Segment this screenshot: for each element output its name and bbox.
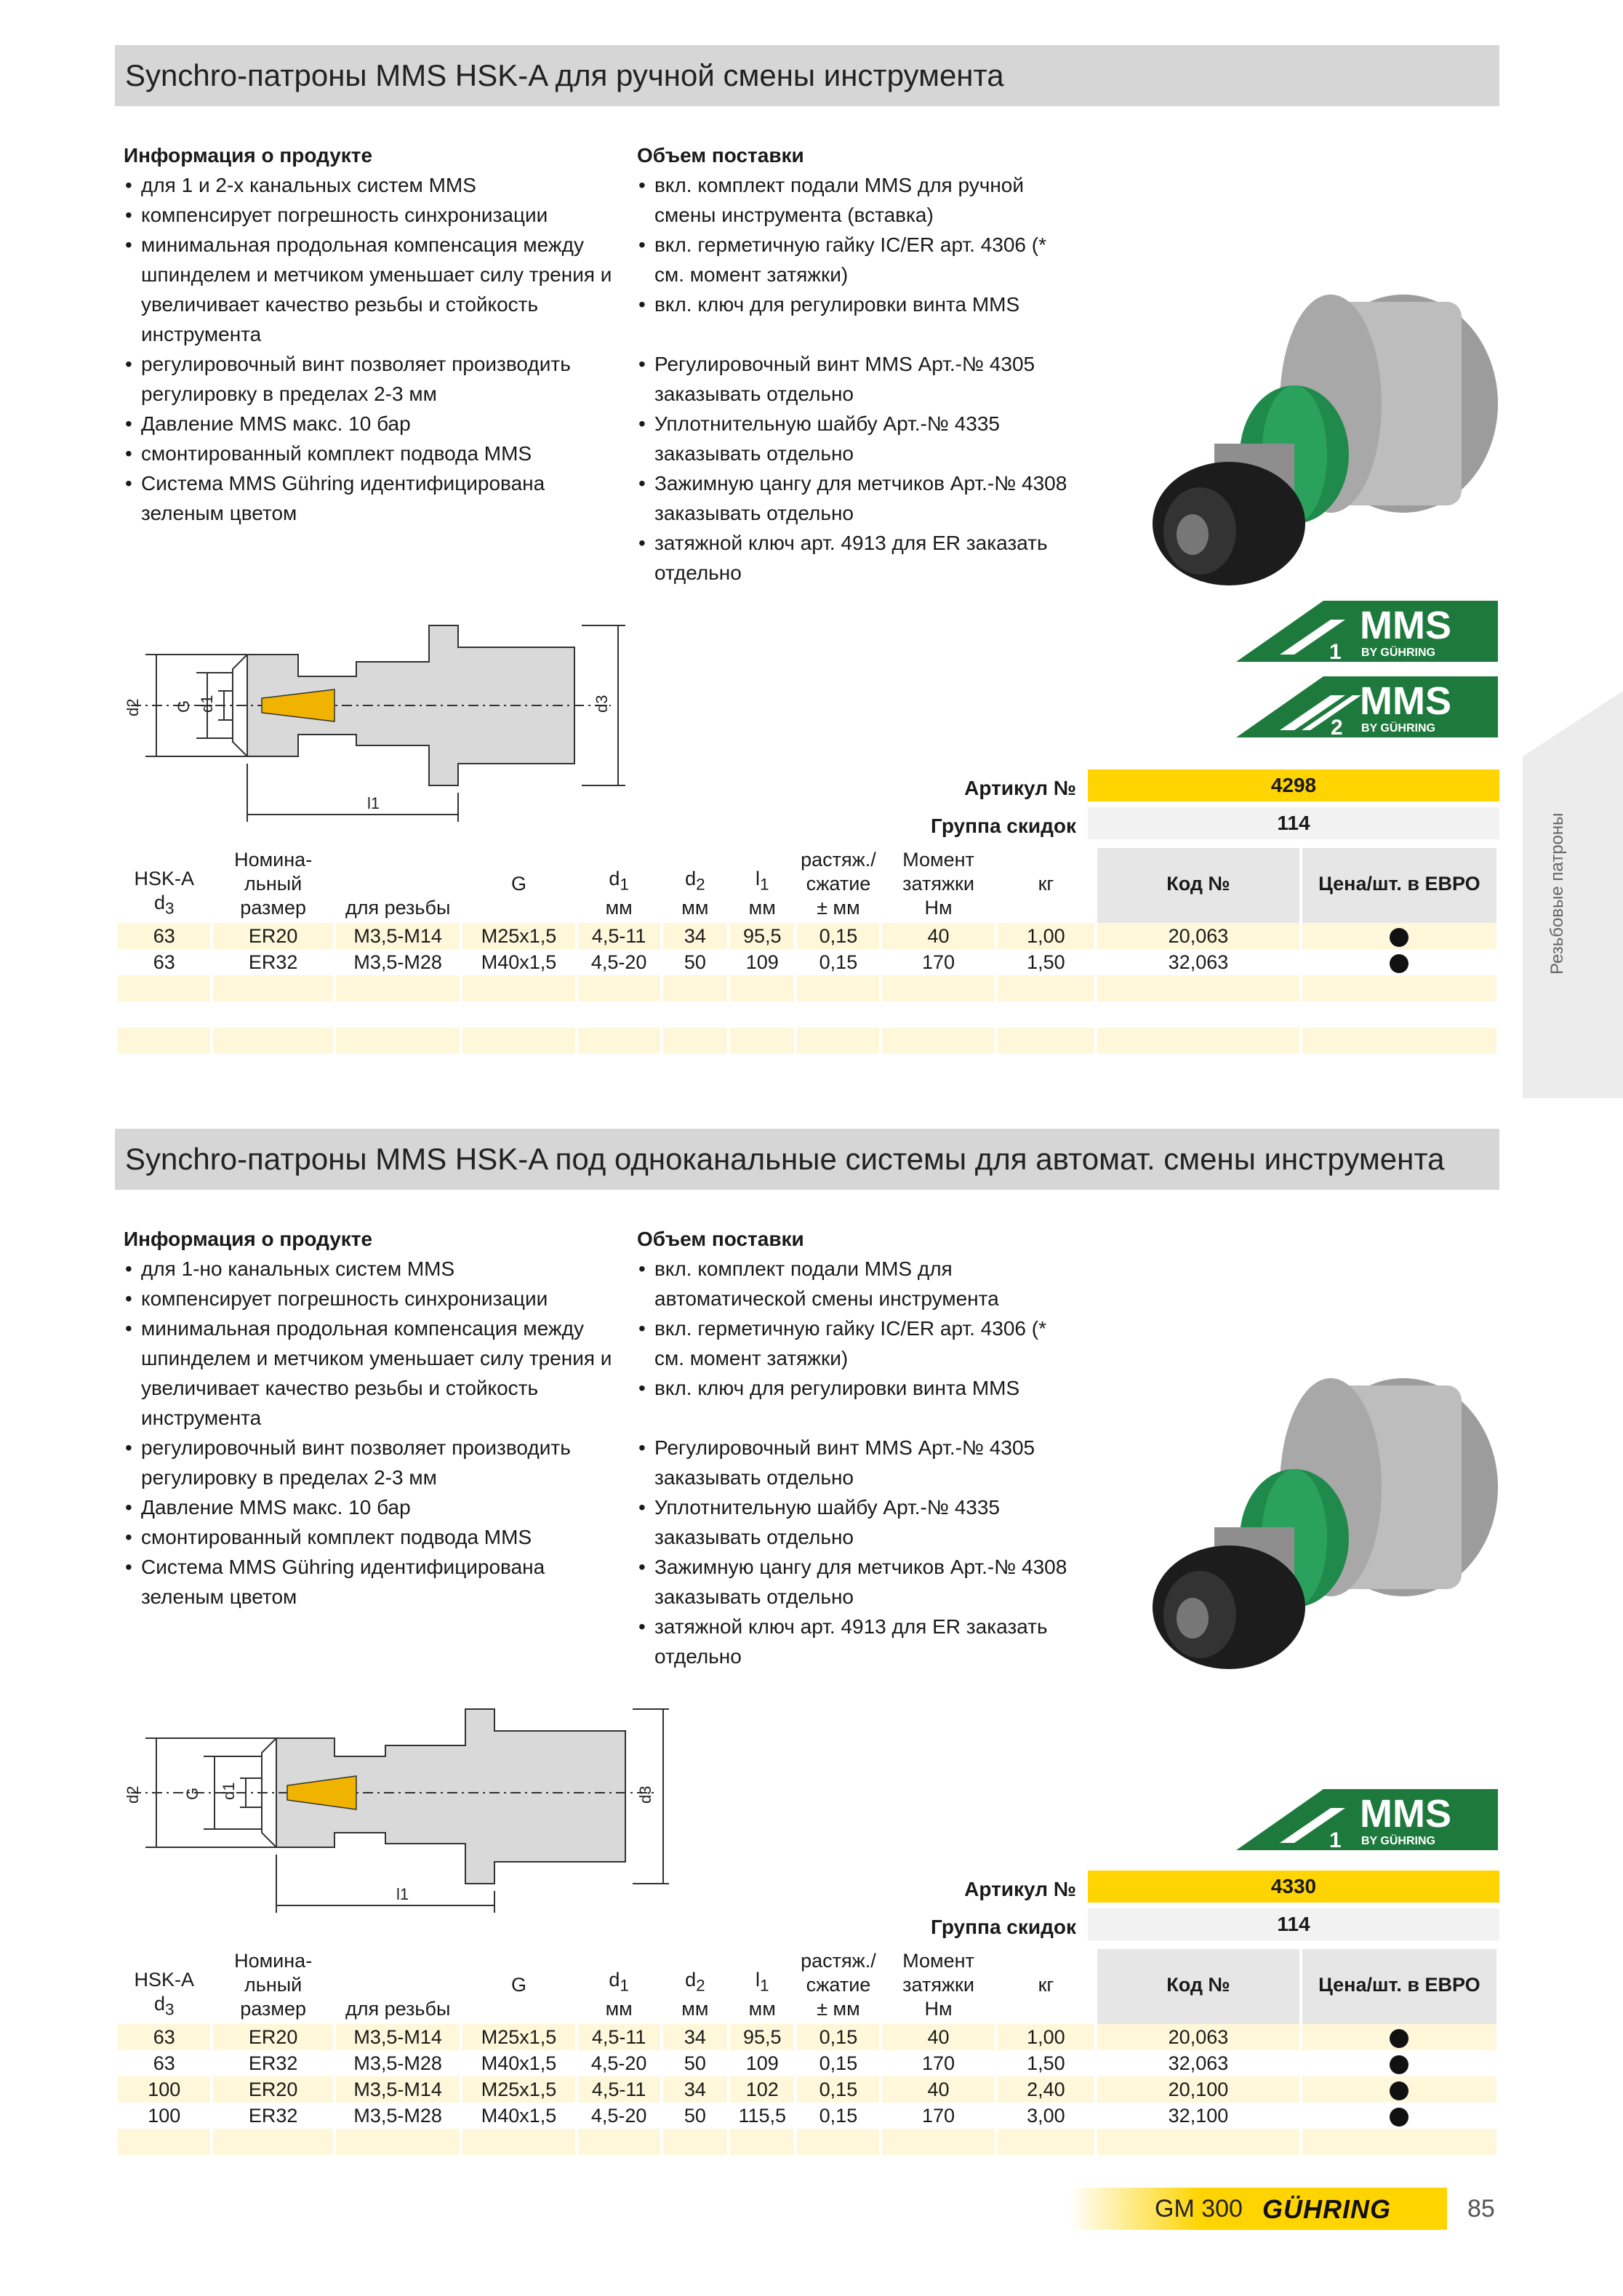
cell-thread: M3,5-M28 <box>336 2050 460 2076</box>
table-header-row <box>118 848 1496 923</box>
product-info <box>124 1224 618 1612</box>
brand-logo: GÜHRING <box>1262 2194 1391 2224</box>
info-item: • минимальная продольная компенсация между шпинделем и метчиком уменьшает силу трения и увеличивает качество резьбы и стойкость инструмента <box>124 1313 618 1433</box>
cell-kg: 1,00 <box>998 2024 1095 2050</box>
info-item: • смонтированный комплект подвода MMS <box>124 439 618 468</box>
dim-d3: d3 <box>593 695 611 713</box>
cell-size: ER20 <box>213 2024 332 2050</box>
discount-group-label: Группа скидок <box>931 1916 1076 1938</box>
table-header-row <box>118 1949 1496 2024</box>
mms-badge-sub: BY GÜHRING <box>1361 722 1435 735</box>
supply-item: • затяжной ключ арт. 4913 для ER заказать отдельно <box>637 1612 1073 1671</box>
col-price: Цена/шт. в ЕВРО <box>1302 848 1496 923</box>
mms-1-badge <box>1236 601 1498 662</box>
cell-compensation: 0,15 <box>797 2050 879 2076</box>
cell-l1: 109 <box>730 2050 794 2076</box>
supply-item: • Зажимную цангу для метчиков Арт.-№ 4308 заказывать отдельно <box>637 468 1073 528</box>
cell-l1: 102 <box>730 2076 794 2103</box>
cell-size: ER20 <box>213 923 332 949</box>
cell-torque: 170 <box>882 2050 994 2076</box>
col-code: Код № <box>1097 848 1299 923</box>
table-row <box>118 923 1496 949</box>
availability-dot-icon <box>1390 928 1408 947</box>
cell-d2: 50 <box>663 2103 727 2129</box>
cell-hsk: 63 <box>118 2024 210 2050</box>
cell-g: M25x1,5 <box>462 2024 574 2050</box>
mms-1-badge <box>1236 1789 1498 1850</box>
cell-d1: 4,5-11 <box>578 2076 660 2103</box>
cell-torque: 170 <box>882 949 994 975</box>
col-price: Цена/шт. в ЕВРО <box>1302 1949 1496 2024</box>
cell-code: 20,063 <box>1097 2024 1299 2050</box>
availability-dot-icon <box>1390 2081 1408 2100</box>
table-row <box>118 2024 1496 2050</box>
mms-2-badge <box>1236 676 1498 737</box>
product-info-title: Информация о продукте <box>124 144 373 167</box>
cell-g: M40x1,5 <box>462 949 574 975</box>
col-hsk: HSK-A $d_3$ <box>134 867 194 917</box>
mms-badge-text: MMS <box>1360 1792 1451 1836</box>
dim-d1: d1 <box>220 1782 238 1800</box>
cell-torque: 40 <box>882 923 994 949</box>
mms-badge-sub: BY GÜHRING <box>1361 647 1435 659</box>
mms-badge-num: 1 <box>1329 640 1342 662</box>
table-row-empty <box>118 1001 1496 1028</box>
discount-group-value: 114 <box>1088 807 1499 839</box>
cell-thread: M3,5-M28 <box>336 949 460 975</box>
col-kg: кг <box>1038 873 1054 895</box>
cell-compensation: 0,15 <box>797 949 879 975</box>
table-row-empty <box>118 2129 1496 2155</box>
table-row <box>118 2103 1496 2129</box>
mms-badge-num: 1 <box>1329 1828 1342 1850</box>
table-row <box>118 2050 1496 2076</box>
info-item: • Давление MMS макс. 10 бар <box>124 409 618 439</box>
spec-table <box>115 848 1499 1054</box>
dim-d1: d1 <box>198 695 216 713</box>
cell-d1: 4,5-20 <box>578 2103 660 2129</box>
dim-g: G <box>183 1787 201 1800</box>
chuck-product-photo <box>1113 1375 1520 1680</box>
cell-price <box>1302 2050 1496 2076</box>
cell-d1: 4,5-20 <box>578 2050 660 2076</box>
cell-thread: M3,5-M28 <box>336 2103 460 2129</box>
cell-price <box>1302 949 1496 975</box>
cell-hsk: 63 <box>118 923 210 949</box>
cell-thread: M3,5-M14 <box>336 923 460 949</box>
cell-compensation: 0,15 <box>797 2103 879 2129</box>
cell-code: 20,100 <box>1097 2076 1299 2103</box>
cell-l1: 95,5 <box>730 923 794 949</box>
supply-item: • вкл. герметичную гайку IC/ER арт. 4306 (* см. момент затяжки) <box>637 1313 1073 1373</box>
info-item: • минимальная продольная компенсация между шпинделем и метчиком уменьшает силу трения и увеличивает качество резьбы и стойкость инструмента <box>124 230 618 349</box>
supply-title: Объем поставки <box>637 144 804 167</box>
cell-g: M40x1,5 <box>462 2050 574 2076</box>
cell-kg: 3,00 <box>998 2103 1095 2129</box>
dim-d2: d2 <box>124 1785 142 1804</box>
section-title: Synchro-патроны MMS HSK-A для ручной смены инструмента <box>115 45 1499 106</box>
cell-torque: 40 <box>882 2076 994 2103</box>
col-size: Номина- льный размер <box>234 849 313 919</box>
col-compensation: растяж./ сжатие ± мм <box>801 849 876 919</box>
table-row <box>118 2076 1496 2103</box>
cell-code: 32,063 <box>1097 2050 1299 2076</box>
col-hsk: HSK-A $d_3$ <box>134 1968 194 2018</box>
cell-price <box>1302 2024 1496 2050</box>
cell-l1: 95,5 <box>730 2024 794 2050</box>
technical-drawing <box>116 1695 684 1927</box>
mms-badge-text: MMS <box>1360 604 1451 647</box>
cell-d1: 4,5-20 <box>578 949 660 975</box>
dim-g: G <box>175 700 193 713</box>
col-d1: $d_1$ мм <box>605 1968 633 2020</box>
cell-hsk: 63 <box>118 2050 210 2076</box>
availability-dot-icon <box>1390 954 1408 973</box>
dim-l1: l1 <box>396 1885 409 1903</box>
cell-size: ER32 <box>213 949 332 975</box>
cell-compensation: 0,15 <box>797 923 879 949</box>
cell-d1: 4,5-11 <box>578 2024 660 2050</box>
cell-hsk: 100 <box>118 2103 210 2129</box>
chuck-product-photo <box>1113 291 1520 596</box>
dim-d3: d3 <box>636 1785 654 1804</box>
cell-d2: 34 <box>663 2024 727 2050</box>
cell-l1: 109 <box>730 949 794 975</box>
cell-g: M40x1,5 <box>462 2103 574 2129</box>
availability-dot-icon <box>1390 2108 1408 2127</box>
article-label: Артикул № <box>964 1878 1076 1900</box>
info-item: • Давление MMS макс. 10 бар <box>124 1492 618 1522</box>
cell-size: ER32 <box>213 2103 332 2129</box>
info-item: • регулировочный винт позволяет производить регулировку в пределах 2-3 мм <box>124 1433 618 1492</box>
availability-dot-icon <box>1390 2055 1408 2074</box>
dim-l1: l1 <box>367 794 380 812</box>
cell-kg: 1,50 <box>998 2050 1095 2076</box>
cell-code: 20,063 <box>1097 923 1299 949</box>
article-label: Артикул № <box>964 777 1076 799</box>
supply-item: • вкл. ключ для регулировки винта MMS <box>637 1373 1073 1403</box>
col-code: Код № <box>1097 1949 1299 2024</box>
col-torque: Момент затяжки Нм <box>902 1950 974 2020</box>
cell-thread: M3,5-M14 <box>336 2076 460 2103</box>
cell-code: 32,100 <box>1097 2103 1299 2129</box>
spec-table <box>115 1949 1499 2155</box>
supply-item: • Уплотнительную шайбу Арт.-№ 4335 заказывать отдельно <box>637 409 1073 468</box>
cell-hsk: 100 <box>118 2076 210 2103</box>
supply-item: • Регулировочный винт MMS Арт.-№ 4305 заказывать отдельно <box>637 1433 1073 1492</box>
cell-l1: 115,5 <box>730 2103 794 2129</box>
supply-item: • вкл. герметичную гайку IC/ER арт. 4306 (* см. момент затяжки) <box>637 230 1073 289</box>
dim-d2: d2 <box>124 698 142 716</box>
col-g: G <box>511 873 527 895</box>
cell-kg: 1,50 <box>998 949 1095 975</box>
cell-d2: 34 <box>663 2076 727 2103</box>
supply-item: • затяжной ключ арт. 4913 для ER заказать отдельно <box>637 528 1073 588</box>
cell-size: ER20 <box>213 2076 332 2103</box>
cell-code: 32,063 <box>1097 949 1299 975</box>
cell-kg: 2,40 <box>998 2076 1095 2103</box>
supply-item: • Регулировочный винт MMS Арт.-№ 4305 заказывать отдельно <box>637 349 1073 409</box>
cell-price <box>1302 923 1496 949</box>
info-item: • регулировочный винт позволяет производить регулировку в пределах 2-3 мм <box>124 349 618 409</box>
table-row-empty <box>118 975 1496 1001</box>
col-compensation: растяж./ сжатие ± мм <box>801 1950 876 2020</box>
col-l1: $l_1$ мм <box>748 1968 776 2020</box>
cell-torque: 170 <box>882 2103 994 2129</box>
cell-g: M25x1,5 <box>462 923 574 949</box>
col-d2: $d_2$ мм <box>681 867 709 919</box>
info-item: • компенсирует погрешность синхронизации <box>124 1284 618 1313</box>
cell-d2: 50 <box>663 949 727 975</box>
side-tab-label: Резьбовые патроны <box>1547 812 1567 975</box>
supply-item: • Уплотнительную шайбу Арт.-№ 4335 заказывать отдельно <box>637 1492 1073 1552</box>
cell-size: ER32 <box>213 2050 332 2076</box>
availability-dot-icon <box>1390 2029 1408 2048</box>
col-l1: $l_1$ мм <box>748 867 776 919</box>
col-kg: кг <box>1038 1974 1054 1996</box>
product-info-title: Информация о продукте <box>124 1228 373 1250</box>
info-item: • для 1-но канальных систем MMS <box>124 1254 618 1284</box>
info-item: • для 1 и 2-х канальных систем MMS <box>124 170 618 200</box>
mms-badge-num: 2 <box>1331 716 1343 737</box>
col-d1: $d_1$ мм <box>605 867 633 919</box>
article-number: 4330 <box>1088 1871 1499 1903</box>
supply-scope <box>637 1224 1073 1671</box>
info-item: • смонтированный комплект подвода MMS <box>124 1522 618 1552</box>
supply-item: • вкл. комплект подали MMS для ручной смены инструмента (вставка) <box>637 170 1073 230</box>
catalog-id: GM 300 <box>1155 2195 1243 2223</box>
col-thread: для резьбы <box>345 897 451 919</box>
side-tab-shape <box>1523 691 1623 1098</box>
cell-price <box>1302 2103 1496 2129</box>
supply-item: • Зажимную цангу для метчиков Арт.-№ 4308 заказывать отдельно <box>637 1552 1073 1612</box>
technical-drawing <box>116 618 640 836</box>
cell-compensation: 0,15 <box>797 2024 879 2050</box>
info-item: • компенсирует погрешность синхронизации <box>124 200 618 230</box>
mms-badge-sub: BY GÜHRING <box>1361 1835 1435 1847</box>
cell-g: M25x1,5 <box>462 2076 574 2103</box>
cell-kg: 1,00 <box>998 923 1095 949</box>
cell-hsk: 63 <box>118 949 210 975</box>
article-number: 4298 <box>1088 769 1499 801</box>
product-info <box>124 140 618 528</box>
col-size: Номина- льный размер <box>234 1950 313 2020</box>
col-d2: $d_2$ мм <box>681 1968 709 2020</box>
info-item: • Система MMS Gühring идентифицирована зеленым цветом <box>124 1552 618 1612</box>
supply-item: • вкл. ключ для регулировки винта MMS <box>637 289 1073 319</box>
table-row-empty <box>118 1028 1496 1054</box>
col-thread: для резьбы <box>345 1998 451 2020</box>
col-g: G <box>511 1974 527 1996</box>
table-row <box>118 949 1496 975</box>
section-title: Synchro-патроны MMS HSK-A под одноканальные системы для автомат. смены инструмента <box>115 1129 1499 1190</box>
mms-badge-text: MMS <box>1360 679 1451 723</box>
page-number: 85 <box>1467 2195 1495 2223</box>
cell-d2: 34 <box>663 923 727 949</box>
discount-group-label: Группа скидок <box>931 815 1076 837</box>
cell-d2: 50 <box>663 2050 727 2076</box>
cell-price <box>1302 2076 1496 2103</box>
supply-title: Объем поставки <box>637 1228 804 1250</box>
discount-group-value: 114 <box>1088 1908 1499 1940</box>
col-torque: Момент затяжки Нм <box>902 849 974 919</box>
cell-torque: 40 <box>882 2024 994 2050</box>
supply-item: • вкл. комплект подали MMS для автоматической смены инструмента <box>637 1254 1073 1313</box>
cell-thread: M3,5-M14 <box>336 2024 460 2050</box>
info-item: • Система MMS Gühring идентифицирована зеленым цветом <box>124 468 618 528</box>
cell-compensation: 0,15 <box>797 2076 879 2103</box>
cell-d1: 4,5-11 <box>578 923 660 949</box>
supply-scope <box>637 140 1073 588</box>
